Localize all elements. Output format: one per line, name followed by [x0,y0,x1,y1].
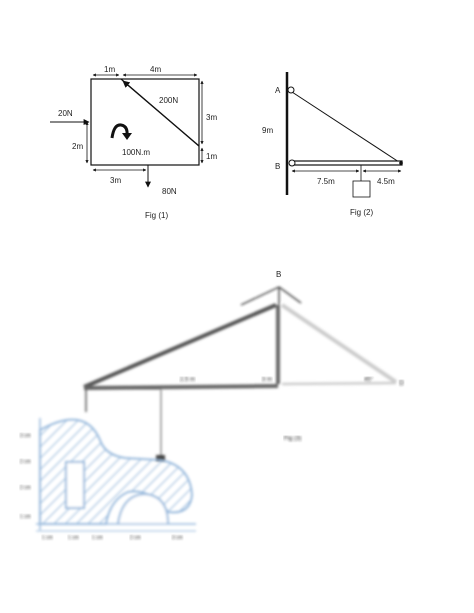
fig1-label-200n: 200N [159,96,179,105]
fig4-rect-cutout [66,462,84,508]
fig1-label-moment: 100N.m [122,148,151,157]
fig4-x-tick-label: 3 cm [172,535,183,541]
fig1-label-4m: 4m [150,65,162,74]
fig1-label-1m: 1m [104,65,116,74]
fig1-label-1m-right: 1m [206,152,218,161]
fig2-diagram [262,72,403,217]
fig2-beam [290,161,402,165]
fig1-label-3m-bottom: 3m [110,176,122,185]
fig3-label-corner: 3 m [262,377,273,383]
fig1-label-3m-right: 3m [206,113,218,122]
fig2-label-7-5m: 7.5m [317,177,335,186]
fig4-y-tick-label: 1 cm [20,514,31,520]
fig3-right-bottom-member [282,383,396,384]
fig3-label-b: B [276,270,282,279]
fig4-x-ticks [42,535,183,541]
fig3-label-angle: 45° [364,377,374,383]
fig4-y-tick-label: 2 cm [20,485,31,491]
fig3-label-d: D [399,380,405,387]
fig3-caption: Fig (3) [284,436,302,442]
fig2-label-b: B [275,162,281,171]
fig2-label-9m: 9m [262,126,274,135]
fig1-diagram [50,65,217,220]
fig2-caption: Fig (2) [350,208,374,217]
fig3-left-member [84,305,276,387]
fig4-x-tick-label: 2 cm [130,535,141,541]
fig4-x-tick-label: 1 cm [92,535,103,541]
fig4-hatched-area [40,420,192,524]
fig2-beam-end [399,161,403,165]
fig2-pin-a-icon [288,87,294,93]
fig4-y-ticks [20,433,31,520]
fig1-force-200n-arrow [123,81,199,146]
fig4-diagram [20,418,196,541]
fig2-label-a: A [275,86,281,95]
fig3-label-mid: 2.5 m [180,377,196,383]
fig4-y-tick-label: 3 cm [20,433,31,439]
fig2-load-box [353,181,370,197]
fig3-diagram [84,270,404,461]
fig4-y-tick-label: 2 cm [20,459,31,465]
fig2-cable [292,92,402,164]
fig3-apex-left [241,287,279,305]
fig4-x-tick-label: 1 cm [68,535,79,541]
fig1-label-2m: 2m [72,142,84,151]
fig3-bottom-member [84,386,278,388]
fig1-caption: Fig (1) [145,211,169,220]
fig2-label-4-5m: 4.5m [377,177,395,186]
fig1-moment-arrowhead-icon [122,133,132,140]
fig4-x-tick-label: 1 cm [42,535,53,541]
fig1-label-80n: 80N [162,187,177,196]
fig2-pin-b-icon [289,160,295,166]
fig3-right-member [282,305,396,382]
fig1-label-20n: 20N [58,109,73,118]
fig3-apex-right [279,287,301,303]
